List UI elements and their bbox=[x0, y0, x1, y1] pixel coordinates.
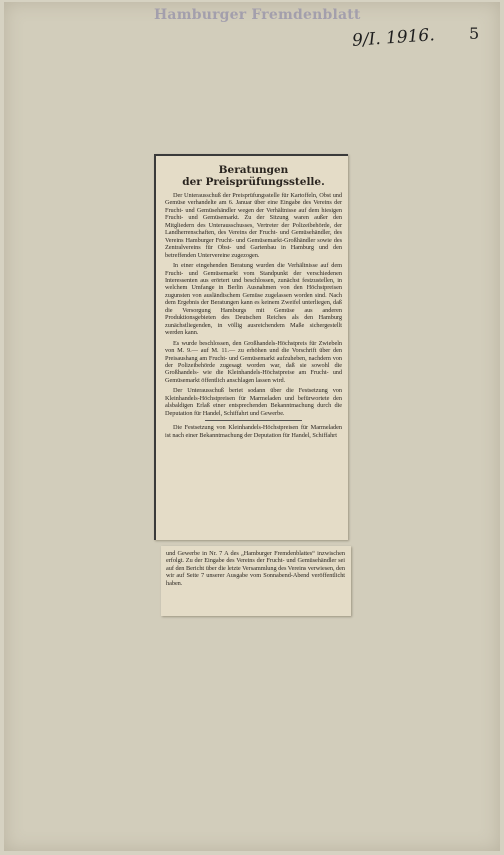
article-title-line2: der Preisprüfungsstelle. bbox=[182, 176, 325, 188]
article-continuation: und Gewerbe in Nr. 7 A des „Hamburger Fremdenblattes“ inzwischen erfolgt. Zu der Eingabe des Vereins der Frucht- und Gemüsehändler sei auf den Bericht über die letzte Versammlung des Vereins verwiesen, den wir auf Seite 7 unserer Ausgabe vom Sonnabend-Abend veröffentlicht haben. bbox=[166, 550, 345, 587]
section-divider bbox=[205, 420, 302, 421]
article-paragraph: Der Unterausschuß der Preisprüfungsstelle für Kartoffeln, Obst und Gemüse verhandelte am 6. Januar über eine Eingabe des Vereins der Frucht- und Gemüsehändler wegen der Verhältnisse auf dem hiesigen Frucht- und Gemüsemarkt. Zu der Sitzung waren außer den Mitgliedern des Unterausschusses, Vertreter der Polizeibehörde, der Landherrenschaften, des Vereins der Frucht- und Gemüsehändler, des Vereins Hamburger Frucht- und Gemüsemarkt-Großhändler sowie des Zentralvereins für Obst- und Gartenbau in Hamburg und den betreffenden Untervereine zugezogen. bbox=[165, 192, 342, 259]
article-title-line1: Beratungen bbox=[218, 164, 289, 176]
article-paragraph: Es wurde beschlossen, den Großhandels-Höchstpreis für Zwiebeln von M. 9.— auf M. 11.— zu erhöhen und die Vorschrift über den Preisaushang am Frucht- und Gemüsemarkt aufzuheben, nachdem von der Polizeibehörde zugesagt worden war, daß sie sowohl die Großhandels- wie die Kleinhandels-Höchstpreise am Frucht- und Gemüsemarkt öffentlich anschlagen lassen wird. bbox=[165, 339, 342, 384]
newspaper-clipping-continuation bbox=[161, 546, 351, 616]
article-paragraph: Der Unterausschuß beriet sodann über die Festsetzung von Kleinhandels-Höchstpreisen für Marmeladen und befürwortete den alsbaldigen Erlaß einer entsprechenden Bekanntmachung durch die Deputation für Handel, Schiffahrt und Gewerbe. bbox=[165, 387, 342, 417]
article-paragraph: Die Festsetzung von Kleinhandels-Höchstpreisen für Marmeladen ist nach einer Bekanntmachung der Deputation für Handel, Schiffahrt bbox=[165, 424, 342, 439]
newspaper-clipping-main bbox=[154, 154, 348, 540]
archive-sheet bbox=[4, 2, 500, 851]
handwritten-date: 9/I. 1916. bbox=[351, 25, 436, 51]
article-paragraph: In einer eingehenden Beratung wurden die Verhältnisse auf dem Frucht- und Gemüsemarkt vom Standpunkt der verschiedenen Interessenten aus erörtert und beschlossen, zunächst festzustellen, in welchem Umfange in Berlin Ausnahmen von den Höchstpreisen zugunsten von ausländischem Gemüse zugelassen worden sind. Nach dem Ergebnis der Beratungen kann es keinem Zweifel unterliegen, daß die Versorgung Hamburgs mit Gemüse aus anderen Produktionsgebieten des Deutschen Reiches als den Hamburg zunächstliegenden, in völlig ausreichendem Maße sichergestellt werden kann. bbox=[165, 262, 342, 337]
clipping-continuation-body bbox=[166, 550, 345, 590]
newspaper-stamp: Hamburger Fremdenblatt bbox=[154, 7, 361, 23]
clipping-body bbox=[165, 164, 342, 442]
page-number: 5 bbox=[469, 24, 480, 43]
